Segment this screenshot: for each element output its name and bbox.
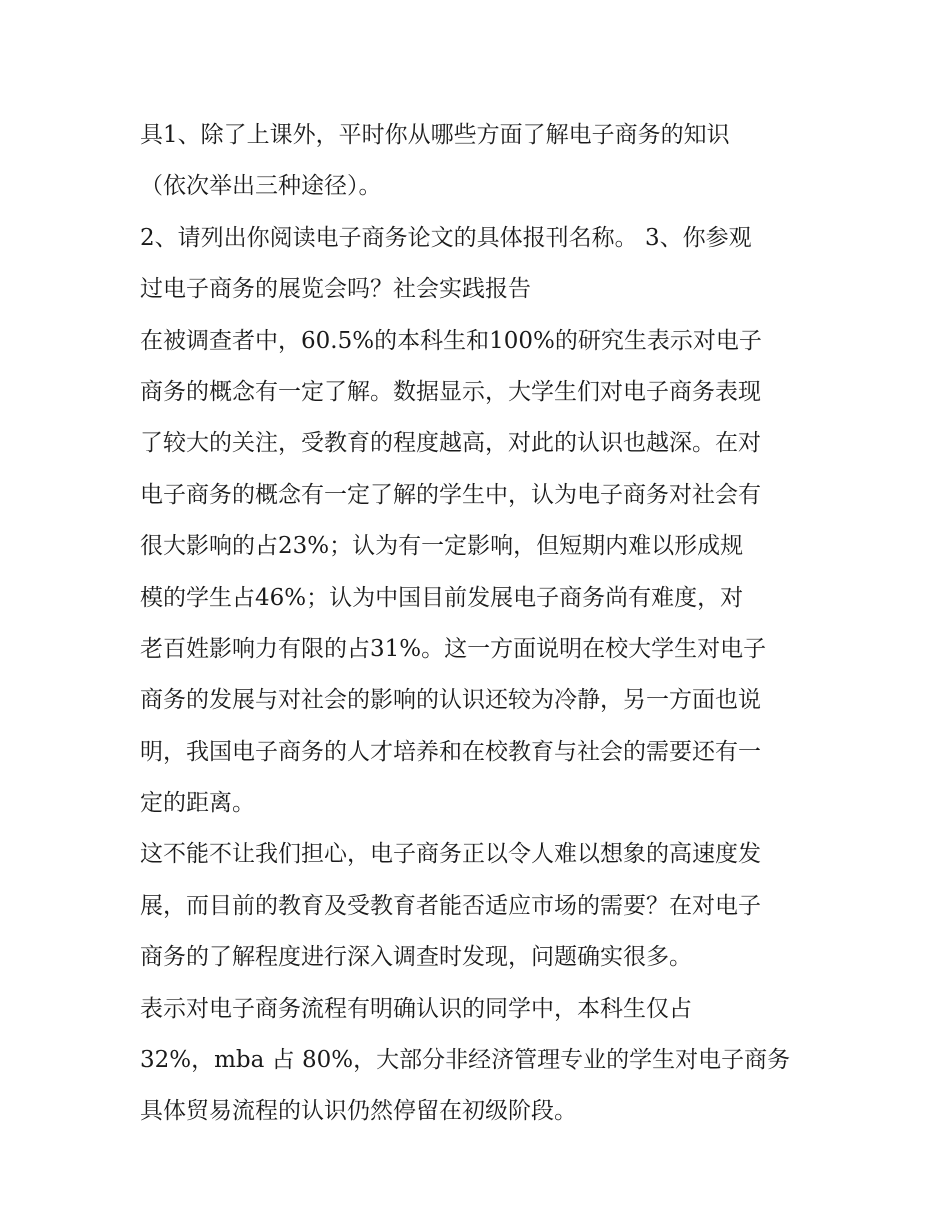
text-line-5: 在被调查者中，60.5%的本科生和100%的研究生表示对电子 — [140, 327, 762, 354]
text-line-18: 表示对电子商务流程有明确认识的同学中，本科生仅占 — [140, 995, 692, 1022]
text-line-19: 32%，mba 占 80%，大部分非经济管理专业的学生对电子商务 — [140, 1047, 791, 1074]
text-line-3: 2、请列出你阅读电子商务论文的具体报刊名称。 3、你参观 — [140, 224, 752, 251]
text-line-17: 商务的了解程度进行深入调查时发现，问题确实很多。 — [140, 944, 692, 971]
text-line-6: 商务的概念有一定了解。数据显示，大学生们对电子商务表现 — [140, 378, 761, 405]
text-line-1: 具1、除了上课外，平时你从哪些方面了解电子商务的知识 — [140, 122, 730, 148]
text-line-13: 明，我国电子商务的人才培养和在校教育与社会的需要还有一 — [140, 738, 761, 765]
text-line-9: 很大影响的占23%；认为有一定影响，但短期内难以形成规 — [140, 533, 744, 560]
text-line-10: 模的学生占46%；认为中国目前发展电子商务尚有难度，对 — [140, 584, 744, 611]
text-line-16: 展，而目前的教育及受教育者能否适应市场的需要？在对电子 — [140, 892, 761, 919]
text-line-4: 过电子商务的展览会吗？社会实践报告 — [140, 276, 531, 303]
text-line-8: 电子商务的概念有一定了解的学生中，认为电子商务对社会有 — [140, 481, 761, 508]
document-body — [140, 110, 815, 1138]
text-line-15: 这不能不让我们担心，电子商务正以令人难以想象的高速度发 — [140, 841, 761, 868]
text-line-11: 老百姓影响力有限的占31%。这一方面说明在校大学生对电子 — [140, 635, 767, 662]
text-line-20: 具体贸易流程的认识仍然停留在初级阶段。 — [140, 1098, 577, 1125]
text-line-2: （依次举出三种途径）。 — [140, 173, 382, 200]
text-line-7: 了较大的关注，受教育的程度越高，对此的认识也越深。在对 — [140, 430, 761, 457]
text-line-14: 定的距离。 — [140, 790, 255, 817]
text-line-12: 商务的发展与对社会的影响的认识还较为冷静，另一方面也说 — [140, 687, 761, 714]
